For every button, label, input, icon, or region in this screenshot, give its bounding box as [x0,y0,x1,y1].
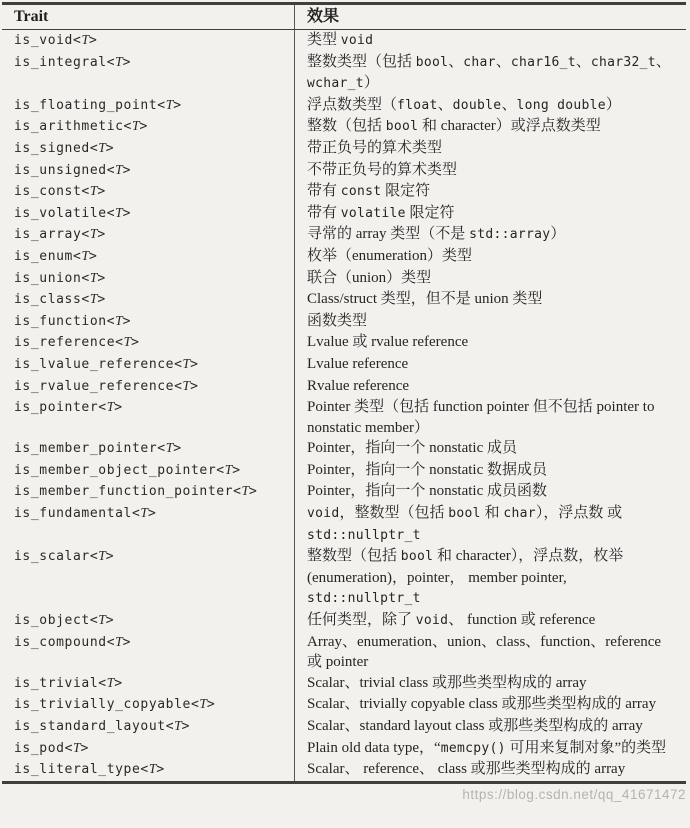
column-header-trait: Trait [2,4,295,30]
trait-cell: is_scalar<T> [2,546,295,610]
effect-text: 和 character），浮点数，枚举 (enumeration)，pointer， member pointer, [307,548,624,586]
table-body [2,30,686,783]
table-row [2,224,686,246]
effect-cell [295,460,687,482]
table-row [2,503,686,546]
effect-code-text: std::nullptr_t [307,527,421,543]
effect-cell [295,610,687,632]
table-row [2,546,686,610]
trait-cell: is_pod<T> [2,738,295,760]
effect-text: Class/struct 类型，但不是 union 类型 [307,291,543,308]
effect-code-text: char [463,54,496,70]
table-row [2,376,686,398]
table-row [2,694,686,716]
effect-code-text: float [397,97,438,113]
effect-cell [295,116,687,138]
effect-cell [295,30,687,52]
table-row [2,246,686,268]
trait-cell: is_integral<T> [2,52,295,95]
effect-cell [295,246,687,268]
effect-code-text: long double [516,97,606,113]
trait-cell: is_rvalue_reference<T> [2,376,295,398]
effect-code-text: char [503,506,536,522]
effect-code-text: volatile [340,205,406,221]
type-traits-table [2,2,686,784]
effect-text: Scalar、trivial class 或那些类型构成的 array [307,674,587,691]
effect-text: 和 character）或浮点数类型 [418,118,601,135]
trait-cell: is_volatile<T> [2,203,295,225]
table-row [2,632,686,673]
trait-cell: is_trivially_copyable<T> [2,694,295,716]
effect-cell [295,181,687,203]
column-header-effect: 效果 [295,4,687,30]
table-row [2,332,686,354]
effect-text: 限定符 [405,204,455,221]
effect-text: 寻常的 array 类型（不是 [307,226,470,243]
effect-text: 整数型（包括 [307,548,401,565]
trait-cell: is_union<T> [2,268,295,290]
table-row [2,52,686,95]
effect-cell [295,160,687,182]
effect-cell [295,632,687,673]
effect-text: 和 [480,505,504,522]
table-row [2,181,686,203]
effect-cell [295,203,687,225]
effect-text: 枚举（enumeration）类型 [307,247,472,264]
csdn-watermark: https://blog.csdn.net/qq_41671472 [462,787,686,802]
table-row [2,160,686,182]
trait-cell: is_compound<T> [2,632,295,673]
effect-text: 、 [448,53,464,70]
trait-cell: is_class<T> [2,289,295,311]
effect-text: Scalar、trivially copyable class 或那些类型构成的 array [307,696,657,713]
table-row [2,311,686,333]
effect-cell [295,311,687,333]
trait-cell: is_object<T> [2,610,295,632]
effect-cell [295,546,687,610]
effect-text: Array、enumeration、union、class、function、reference 或 pointer [307,633,662,671]
effect-cell [295,503,687,546]
trait-cell: is_standard_layout<T> [2,716,295,738]
table-row [2,116,686,138]
effect-code-text: void [415,613,449,629]
trait-cell: is_floating_point<T> [2,95,295,117]
table-row [2,460,686,482]
trait-cell: is_arithmetic<T> [2,116,295,138]
effect-text: Lvalue 或 rvalue reference [307,334,469,351]
trait-cell: is_const<T> [2,181,295,203]
effect-text: ，整数型（包括 [339,505,449,522]
effect-cell [295,289,687,311]
trait-cell: is_trivial<T> [2,673,295,695]
effect-text: ） [605,96,621,113]
effect-code-text: void [307,506,340,522]
effect-cell [295,224,687,246]
effect-code-text: double [452,97,502,113]
effect-text: 、 [495,53,511,70]
effect-text: 浮点数类型（ [307,96,398,113]
trait-cell: is_unsigned<T> [2,160,295,182]
effect-text: 整数类型（包括 [307,53,416,70]
trait-cell: is_function<T> [2,311,295,333]
effect-code-text: bool [385,119,419,135]
table-row [2,610,686,632]
trait-cell: is_fundamental<T> [2,503,295,546]
type-traits-page [2,2,686,784]
effect-text: 任何类型，除了 [307,612,416,629]
effect-code-text: char32_t [590,54,656,70]
trait-cell: is_member_object_pointer<T> [2,460,295,482]
effect-cell [295,481,687,503]
table-row [2,481,686,503]
effect-text: Scalar、 reference、 class 或那些类型构成的 array [307,761,626,778]
effect-text: 整数（包括 [307,118,386,135]
effect-code-text: bool [448,506,481,522]
effect-text: Lvalue reference [307,355,409,372]
effect-cell [295,716,687,738]
table-row [2,759,686,782]
trait-cell: is_void<T> [2,30,295,52]
effect-text: 、 [437,96,453,113]
effect-code-text: void [340,33,374,48]
effect-cell [295,759,687,782]
trait-cell: is_signed<T> [2,138,295,160]
trait-cell: is_reference<T> [2,332,295,354]
effect-cell [295,138,687,160]
effect-text: 、 [501,96,517,113]
effect-cell [295,376,687,398]
effect-cell [295,397,687,438]
effect-text: Pointer，指向一个 nonstatic 数据成员 [307,461,547,478]
table-row [2,716,686,738]
trait-cell: is_enum<T> [2,246,295,268]
effect-text: Rvalue reference [307,377,410,394]
effect-cell [295,438,687,460]
effect-text: ） [363,75,379,92]
effect-cell [295,694,687,716]
trait-cell: is_lvalue_reference<T> [2,354,295,376]
effect-code-text: char16_t [510,54,576,70]
effect-code-text: wchar_t [307,76,364,92]
effect-text: 不带正负号的算术类型 [307,161,458,178]
effect-text: 带正负号的算术类型 [307,139,443,156]
table-row [2,30,686,52]
table-row [2,438,686,460]
effect-text: 、 [655,53,671,70]
table-row [2,203,686,225]
effect-text: 带有 [307,183,341,200]
effect-text: 联合（union）类型 [307,269,432,286]
effect-text: 、 function 或 reference [448,612,596,629]
effect-cell [295,52,687,95]
effect-text: 类型 [307,32,341,48]
trait-cell: is_member_pointer<T> [2,438,295,460]
header-row [2,4,686,30]
effect-cell [295,95,687,117]
effect-cell [295,332,687,354]
effect-code-text: const [340,184,382,200]
effect-code-text: std::array [469,227,551,243]
effect-text: Scalar、standard layout class 或那些类型构成的 array [307,718,643,734]
effect-text: 限定符 [381,183,431,200]
effect-code-text: std::nullptr_t [307,591,421,607]
trait-cell: is_array<T> [2,224,295,246]
table-row [2,95,686,117]
effect-cell [295,354,687,376]
effect-cell [295,738,687,760]
trait-cell: is_literal_type<T> [2,759,295,782]
effect-code-text: bool [400,549,434,565]
table-row [2,397,686,438]
effect-text: 带有 [307,204,341,221]
effect-text: Pointer 类型（包括 function pointer 但不包括 pointer to nonstatic member） [307,399,655,436]
trait-cell: is_member_function_pointer<T> [2,481,295,503]
table-row [2,138,686,160]
table-row [2,289,686,311]
effect-text: 可用来复制对象”的类型 [505,739,667,756]
effect-text: Plain old data type，“ [307,739,441,756]
trait-cell: is_pointer<T> [2,397,295,438]
table-row [2,268,686,290]
table-header [2,4,686,30]
table-row [2,354,686,376]
effect-text: Pointer，指向一个 nonstatic 成员 [307,440,517,457]
effect-text: ） [550,226,566,243]
effect-text: 、 [575,53,591,70]
table-row [2,738,686,760]
effect-code-text: bool [415,54,449,70]
effect-code-text: memcpy() [440,740,506,756]
effect-cell [295,673,687,695]
effect-text: ），浮点数 或 [535,505,623,522]
effect-text: Pointer，指向一个 nonstatic 成员函数 [307,483,547,500]
effect-text: 函数类型 [307,312,368,329]
table-row [2,673,686,695]
effect-cell [295,268,687,290]
